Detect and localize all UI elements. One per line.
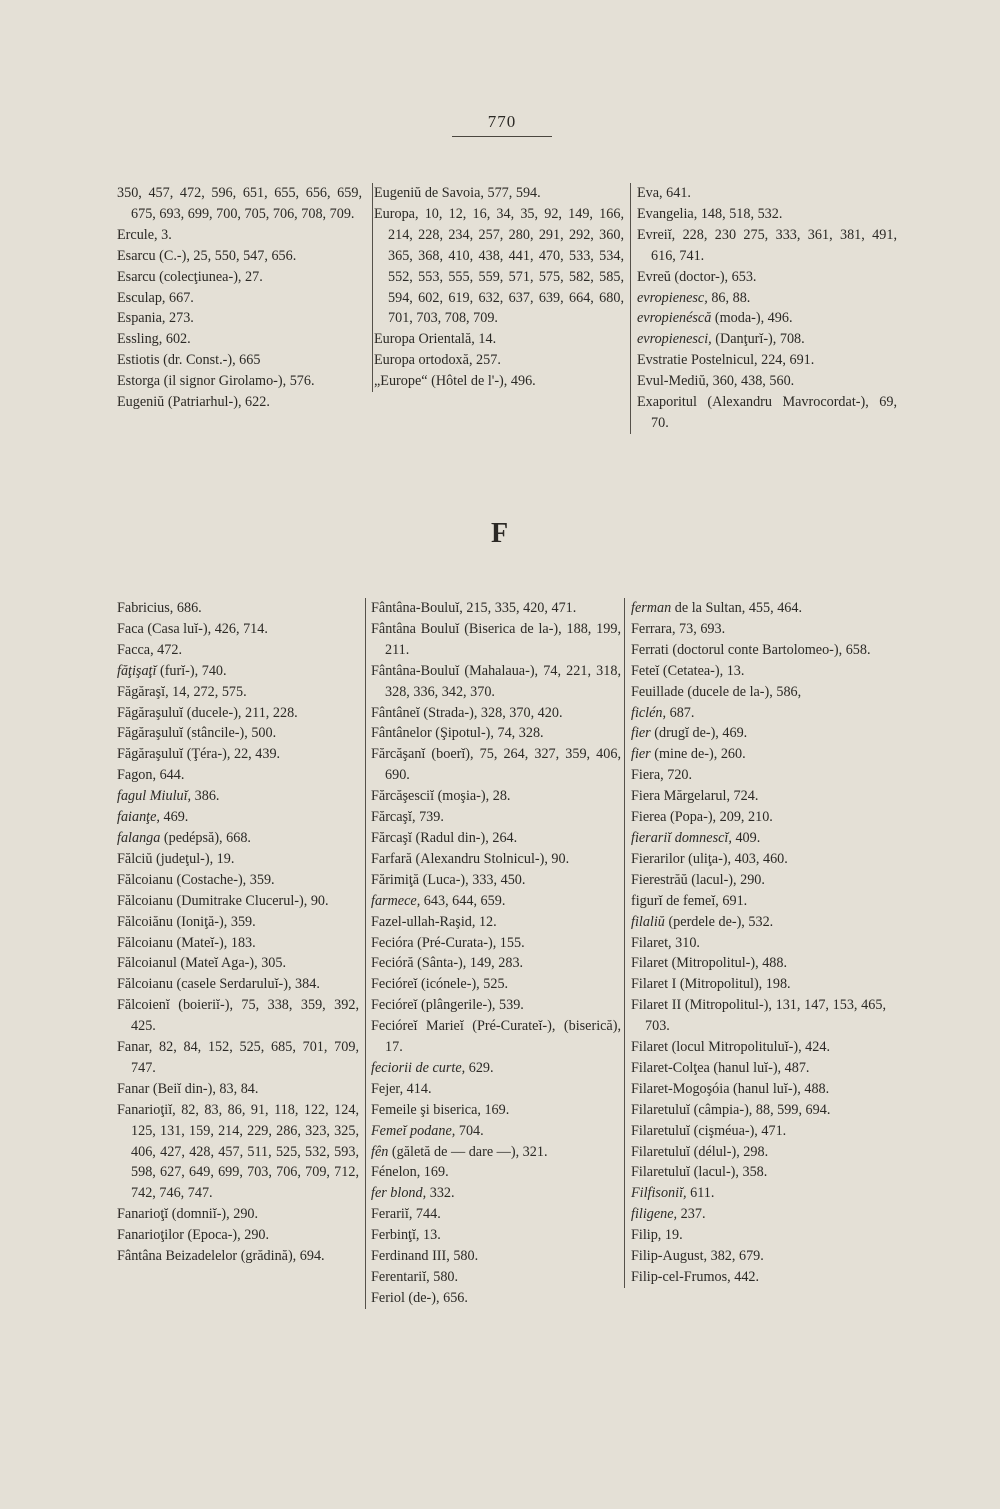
index-entry bbox=[117, 246, 362, 267]
index-entry-text: Ferrara, 73, 693. bbox=[631, 620, 726, 637]
index-entry bbox=[637, 267, 897, 288]
index-entry bbox=[117, 723, 359, 744]
index-entry bbox=[631, 1058, 886, 1079]
index-entry bbox=[631, 912, 886, 933]
index-entry-text: Eugeniŭ de Savoia, 577, 594. bbox=[374, 185, 541, 201]
index-entry-text: Esarcu (colecţiunea-), 27. bbox=[117, 268, 263, 285]
index-entry-text: Fărimiţă (Luca-), 333, 450. bbox=[371, 871, 526, 888]
index-entry-term: Filfisoniĭ, bbox=[631, 1185, 687, 1202]
index-entry-text: (furĭ-), 740. bbox=[156, 662, 227, 679]
index-entry bbox=[631, 1100, 886, 1121]
index-entry bbox=[637, 225, 897, 267]
index-entry bbox=[631, 703, 886, 724]
index-entry bbox=[117, 703, 359, 724]
index-entry-text: Filaret II (Mitropolitul-), 131, 147, 153, 465, 703. bbox=[631, 997, 886, 1035]
index-entry bbox=[117, 1079, 359, 1100]
index-entry bbox=[631, 1183, 886, 1204]
index-entry bbox=[117, 661, 359, 682]
index-entry bbox=[637, 288, 897, 309]
index-entry bbox=[637, 329, 897, 350]
index-entry-text: Fălcoienĭ (boieriĭ-), 75, 338, 359, 392, 425. bbox=[117, 997, 359, 1035]
index-entry-text: Fénelon, 169. bbox=[371, 1164, 449, 1181]
index-entry bbox=[371, 1246, 621, 1267]
index-entry bbox=[371, 1225, 621, 1246]
index-entry bbox=[117, 974, 359, 995]
index-entry bbox=[117, 995, 359, 1037]
index-entry-text: Evul-Mediŭ, 360, 438, 560. bbox=[637, 373, 795, 390]
index-entry bbox=[371, 723, 621, 744]
index-entry bbox=[631, 891, 886, 912]
index-entry bbox=[631, 1121, 886, 1142]
index-entry bbox=[371, 1267, 621, 1288]
index-entry bbox=[371, 995, 621, 1016]
top-index-column-2 bbox=[372, 183, 624, 392]
index-entry-text: Fanarioţĭ (domniĭ-), 290. bbox=[117, 1206, 259, 1223]
index-entry-text: Ferariĭ, 744. bbox=[371, 1206, 441, 1223]
index-entry-text: Fărcăşesciĭ (moşia-), 28. bbox=[371, 788, 511, 805]
index-entry-text: Făgăraşuluĭ (Ţéra-), 22, 439. bbox=[117, 746, 281, 763]
index-entry bbox=[371, 1142, 621, 1163]
index-entry-text: Essling, 602. bbox=[117, 331, 191, 348]
index-entry bbox=[631, 619, 886, 640]
index-entry bbox=[637, 183, 897, 204]
index-entry bbox=[631, 870, 886, 891]
index-entry-text: Feteĭ (Cetatea-), 13. bbox=[631, 662, 745, 679]
index-entry-text: Farfară (Alexandru Stolnicul-), 90. bbox=[371, 850, 570, 867]
index-entry bbox=[371, 933, 621, 954]
index-entry-text: Ferentariĭ, 580. bbox=[371, 1269, 459, 1285]
index-entry bbox=[117, 953, 359, 974]
index-entry bbox=[117, 640, 359, 661]
index-entry-text: Fecióreĭ Marieĭ (Pré-Curateĭ-), (biserică), 17. bbox=[371, 1018, 621, 1056]
index-entry bbox=[371, 1183, 621, 1204]
index-entry-term: fier bbox=[631, 725, 651, 742]
index-entry-text: Fierestrăŭ (lacul-), 290. bbox=[631, 871, 765, 888]
index-entry-text: Evreŭ (doctor-), 653. bbox=[637, 268, 757, 285]
index-entry-text: Filip-August, 382, 679. bbox=[631, 1248, 764, 1265]
index-entry-text: Eva, 641. bbox=[637, 185, 691, 201]
index-entry bbox=[637, 350, 897, 371]
index-entry bbox=[371, 828, 621, 849]
index-entry-text: Fanar (Beiĭ din-), 83, 84. bbox=[117, 1080, 259, 1097]
index-entry-text: Fălcoianu (Dumitrake Clucerul-), 90. bbox=[117, 892, 329, 909]
index-entry bbox=[117, 392, 362, 413]
index-entry-text: Esarcu (C.-), 25, 550, 547, 656. bbox=[117, 247, 297, 264]
index-entry bbox=[631, 1079, 886, 1100]
index-entry bbox=[117, 350, 362, 371]
index-entry bbox=[631, 786, 886, 807]
index-entry bbox=[117, 598, 359, 619]
index-entry-text: Ferdinand III, 580. bbox=[371, 1248, 479, 1265]
index-entry-text: Fiera Mărgelarul, 724. bbox=[631, 788, 759, 805]
index-entry-text: Femeile şi biserica, 169. bbox=[371, 1101, 510, 1118]
index-entry-text: Fălcoianu (Mateĭ-), 183. bbox=[117, 934, 256, 951]
index-entry bbox=[117, 1204, 359, 1225]
index-entry-term: evropienesc, bbox=[637, 289, 708, 306]
index-entry-text: Espania, 273. bbox=[117, 310, 194, 327]
index-entry bbox=[637, 204, 897, 225]
index-entry-text: Eugeniŭ (Patriarhul-), 622. bbox=[117, 394, 270, 411]
index-entry bbox=[117, 786, 359, 807]
index-entry-text: Fălcoianu (casele Serdaruluĭ-), 384. bbox=[117, 976, 320, 993]
index-entry bbox=[631, 974, 886, 995]
index-entry bbox=[117, 744, 359, 765]
index-entry-term: ficlén, bbox=[631, 704, 667, 721]
index-entry bbox=[631, 723, 886, 744]
index-entry-text: Faca (Casa luĭ-), 426, 714. bbox=[117, 620, 268, 637]
index-entry bbox=[371, 744, 621, 786]
index-entry bbox=[631, 682, 886, 703]
index-entry bbox=[371, 703, 621, 724]
index-entry bbox=[117, 682, 359, 703]
index-entry-text: Filaretuluĭ (lacul-), 358. bbox=[631, 1164, 768, 1181]
index-entry-text: Facca, 472. bbox=[117, 641, 183, 658]
index-entry-text: 386. bbox=[191, 788, 220, 805]
index-entry-text: Evstratie Postelnicul, 224, 691. bbox=[637, 352, 815, 369]
index-entry-text: „Europe“ (Hôtel de l'-), 496. bbox=[374, 373, 536, 390]
section-letter: F bbox=[490, 518, 510, 549]
index-entry-text: (perdele de-), 532. bbox=[664, 913, 774, 930]
index-entry bbox=[631, 1142, 886, 1163]
index-entry bbox=[637, 392, 897, 434]
index-entry-term: evropienesci, bbox=[637, 331, 712, 348]
index-entry bbox=[117, 371, 362, 392]
index-entry bbox=[117, 183, 362, 225]
index-entry-text: Filaret-Mogoşóia (hanul luĭ-), 488. bbox=[631, 1080, 830, 1097]
index-entry bbox=[117, 828, 359, 849]
index-entry-text: Fabricius, 686. bbox=[117, 600, 202, 616]
index-entry bbox=[117, 308, 362, 329]
index-entry-text: Făgăraşĭ, 14, 272, 575. bbox=[117, 683, 247, 700]
index-entry-text: Filaretuluĭ (câmpia-), 88, 599, 694. bbox=[631, 1101, 831, 1118]
index-entry-text: Fecióra (Pré-Curata-), 155. bbox=[371, 934, 525, 951]
index-entry-text: Filaret (Mitropolitul-), 488. bbox=[631, 955, 788, 972]
index-entry-text: Fălcoianu (Costache-), 359. bbox=[117, 871, 275, 888]
index-entry bbox=[117, 1037, 359, 1079]
bottom-index-column-3 bbox=[624, 598, 886, 1288]
index-entry-text: Filip-cel-Frumos, 442. bbox=[631, 1269, 760, 1285]
index-entry bbox=[631, 1267, 886, 1288]
index-entry bbox=[631, 933, 886, 954]
index-entry bbox=[371, 912, 621, 933]
index-entry-text: Ferbinţĭ, 13. bbox=[371, 1227, 441, 1244]
index-entry-text: Făgăraşuluĭ (stâncile-), 500. bbox=[117, 725, 277, 742]
index-entry-text: Filaretuluĭ (cişméua-), 471. bbox=[631, 1122, 787, 1139]
index-entry-text: Exaporitul (Alexandru Mavrocordat-), 69, 70. bbox=[637, 394, 897, 431]
index-entry bbox=[637, 308, 897, 329]
index-entry-term: ferman bbox=[631, 600, 672, 616]
index-entry bbox=[631, 828, 886, 849]
index-entry bbox=[374, 371, 624, 392]
index-entry bbox=[631, 953, 886, 974]
index-entry-text: Fagon, 644. bbox=[117, 767, 185, 784]
index-entry bbox=[117, 288, 362, 309]
index-entry-text: Fiera, 720. bbox=[631, 767, 693, 784]
index-entry-text: Fărcăşanĭ (boerĭ), 75, 264, 327, 359, 406, 690. bbox=[371, 746, 621, 784]
index-entry-text: Europa ortodoxă, 257. bbox=[374, 352, 501, 369]
index-entry-text: Feriol (de-), 656. bbox=[371, 1289, 468, 1306]
index-entry-text: Feuillade (ducele de la-), 586, bbox=[631, 683, 802, 700]
index-entry bbox=[117, 933, 359, 954]
index-entry-text: 469. bbox=[159, 809, 189, 826]
index-entry bbox=[631, 849, 886, 870]
index-entry bbox=[631, 995, 886, 1037]
index-entry-text: Fecióreĭ (icónele-), 525. bbox=[371, 976, 509, 993]
index-entry bbox=[371, 1162, 621, 1183]
index-entry bbox=[631, 807, 886, 828]
index-entry-text: (moda-), 496. bbox=[711, 310, 793, 327]
index-entry bbox=[371, 786, 621, 807]
index-entry-term: farmece, bbox=[371, 892, 421, 909]
index-entry bbox=[371, 598, 621, 619]
index-entry-text: Fanarioţilor (Epoca-), 290. bbox=[117, 1227, 270, 1244]
index-entry bbox=[631, 1204, 886, 1225]
index-entry-text: 332. bbox=[426, 1185, 455, 1202]
index-entry bbox=[371, 1100, 621, 1121]
index-entry-text: Evreiĭ, 228, 230 275, 333, 361, 381, 491, 616, 741. bbox=[637, 226, 897, 264]
index-entry bbox=[371, 1204, 621, 1225]
index-entry bbox=[631, 598, 886, 619]
index-entry bbox=[117, 912, 359, 933]
top-index-column-1 bbox=[117, 183, 362, 413]
index-entry-text: Filaret, 310. bbox=[631, 934, 700, 951]
index-entry-text: 687. bbox=[666, 704, 695, 721]
index-entry bbox=[371, 1121, 621, 1142]
index-entry-text: Europa, 10, 12, 16, 34, 35, 92, 149, 166, 214, 228, 234, 257, 280, 291, 292, 360, 365, 368, 410, 438, 441, 470, 533, 534, 552, 553, 555, 559, 571, 575, 582, 585, 594, 602, 619, 632, 637, 639, 664, 680, 701, 703, 708, 709. bbox=[374, 205, 624, 327]
index-entry-text: (pedépsă), 668. bbox=[160, 829, 251, 846]
index-entry-text: Filaret-Colţea (hanul luĭ-), 487. bbox=[631, 1059, 810, 1076]
index-entry-text: 643, 644, 659. bbox=[420, 892, 506, 909]
index-entry-text: Fanar, 82, 84, 152, 525, 685, 701, 709, 747. bbox=[117, 1039, 359, 1076]
index-entry-text: Fierarilor (uliţa-), 403, 460. bbox=[631, 850, 788, 867]
index-entry-text: 611. bbox=[686, 1185, 715, 1202]
index-entry-text: Fecióreĭ (plângerile-), 539. bbox=[371, 997, 524, 1014]
index-entry-text: 86, 88. bbox=[707, 289, 751, 306]
index-entry-text: 704. bbox=[455, 1122, 484, 1139]
index-entry-text: Evangelia, 148, 518, 532. bbox=[637, 205, 783, 222]
index-entry-text: Fălcoiănu (Ioniţă-), 359. bbox=[117, 913, 256, 930]
index-entry-text: (Danţurĭ-), 708. bbox=[711, 331, 805, 348]
index-entry bbox=[371, 1288, 621, 1309]
index-entry-text: Fântâna-Bouluĭ (Mahalaua-), 74, 221, 318, 328, 336, 342, 370. bbox=[371, 662, 621, 700]
index-entry-text: de la Sultan, 455, 464. bbox=[671, 600, 803, 616]
index-entry-text: Filip, 19. bbox=[631, 1227, 683, 1244]
index-entry bbox=[371, 661, 621, 703]
index-entry-text: Ercule, 3. bbox=[117, 226, 172, 243]
index-entry bbox=[117, 1225, 359, 1246]
index-entry bbox=[631, 1225, 886, 1246]
index-entry bbox=[371, 849, 621, 870]
index-entry-text: 350, 457, 472, 596, 651, 655, 656, 659, 675, 693, 699, 700, 705, 706, 708, 709. bbox=[117, 185, 362, 222]
index-entry bbox=[631, 1246, 886, 1267]
index-entry-text: Fejer, 414. bbox=[371, 1080, 432, 1097]
index-entry bbox=[371, 974, 621, 995]
index-entry bbox=[631, 765, 886, 786]
index-entry-term: fer blond, bbox=[371, 1185, 427, 1202]
index-entry bbox=[631, 1037, 886, 1058]
index-entry-text: Filaretuluĭ (délul-), 298. bbox=[631, 1143, 769, 1160]
top-index-column-3 bbox=[630, 183, 897, 434]
index-entry bbox=[117, 765, 359, 786]
index-entry-text: Estorga (il signor Girolamo-), 576. bbox=[117, 373, 315, 390]
index-entry bbox=[371, 1016, 621, 1058]
index-entry-text: Fântâna Bouluĭ (Biserica de la-), 188, 199, 211. bbox=[371, 620, 621, 658]
index-entry-text: Fălciŭ (judeţul-), 19. bbox=[117, 850, 235, 867]
index-entry bbox=[637, 371, 897, 392]
index-entry bbox=[117, 807, 359, 828]
index-entry bbox=[631, 744, 886, 765]
index-entry bbox=[371, 953, 621, 974]
index-entry-text: Fazel-ullah-Raşid, 12. bbox=[371, 913, 497, 930]
index-entry-term: Femeĭ podane, bbox=[371, 1122, 456, 1139]
index-entry-term: falanga bbox=[117, 829, 161, 846]
index-entry bbox=[631, 640, 886, 661]
index-entry bbox=[117, 870, 359, 891]
index-entry-term: filigene, bbox=[631, 1206, 678, 1223]
index-entry-text: figurĭ de femeĭ, 691. bbox=[631, 892, 748, 909]
index-entry bbox=[371, 619, 621, 661]
index-entry bbox=[117, 1246, 359, 1267]
index-entry-text: Europa Orientală, 14. bbox=[374, 331, 497, 348]
index-entry-text: 409. bbox=[731, 829, 761, 846]
index-entry-text: Fântâna-Bouluĭ, 215, 335, 420, 471. bbox=[371, 600, 577, 616]
bottom-index-column-2 bbox=[365, 598, 621, 1309]
index-entry-text: Fântâna Beizadelelor (grădină), 694. bbox=[117, 1248, 325, 1265]
index-entry-term: filaliŭ bbox=[631, 913, 665, 930]
index-entry-text: Fărcaşĭ (Radul din-), 264. bbox=[371, 829, 518, 846]
index-entry bbox=[371, 1058, 621, 1079]
index-entry bbox=[117, 225, 362, 246]
index-entry-text: Filaret (loсul Mitropolituluĭ-), 424. bbox=[631, 1039, 830, 1056]
index-entry-text: 629. bbox=[465, 1059, 494, 1076]
index-entry bbox=[371, 870, 621, 891]
index-entry bbox=[374, 350, 624, 371]
bottom-index-column-1 bbox=[117, 598, 359, 1267]
index-entry bbox=[371, 1079, 621, 1100]
index-entry-text: (mine de-), 260. bbox=[650, 746, 746, 763]
index-entry-term: fên bbox=[371, 1143, 389, 1160]
page-number: 770 bbox=[487, 112, 517, 131]
index-entry bbox=[374, 183, 624, 204]
index-entry-text: Fântâneĭ (Strada-), 328, 370, 420. bbox=[371, 704, 563, 721]
index-entry bbox=[631, 661, 886, 682]
index-entry-term: făţişaţĭ bbox=[117, 662, 157, 679]
index-entry-text: Fecióră (Sânta-), 149, 283. bbox=[371, 955, 524, 972]
index-entry-text: (găletă de — dare —), 321. bbox=[388, 1143, 548, 1160]
index-entry-text: Filaret I (Mitropolitul), 198. bbox=[631, 976, 791, 993]
index-entry-text: (drugĭ de-), 469. bbox=[650, 725, 748, 742]
index-entry-term: feciorii de curte, bbox=[371, 1059, 466, 1076]
page-number-rule bbox=[452, 136, 552, 137]
index-entry-text: Ferrati (doctorul conte Bartolomeo-), 658. bbox=[631, 641, 871, 658]
index-entry-text: Fanarioţiĭ, 82, 83, 86, 91, 118, 122, 124, 125, 131, 159, 214, 229, 286, 323, 325, 406, 427, 428, 457, 511, 525, 532, 593, 598, 627, 649, 699, 703, 706, 709, 712, 742, 746, 747. bbox=[117, 1101, 359, 1202]
index-entry-text: Fălcoianul (Mateĭ Aga-), 305. bbox=[117, 955, 287, 972]
index-entry bbox=[117, 329, 362, 350]
index-entry-text: Fântânelor (Şipotul-), 74, 328. bbox=[371, 725, 544, 742]
index-entry bbox=[117, 849, 359, 870]
index-entry bbox=[371, 891, 621, 912]
index-entry bbox=[117, 619, 359, 640]
index-entry bbox=[374, 204, 624, 329]
index-entry-text: Fierea (Popa-), 209, 210. bbox=[631, 809, 773, 826]
index-entry-term: evropienéscă bbox=[637, 310, 712, 327]
index-entry bbox=[374, 329, 624, 350]
index-entry bbox=[371, 807, 621, 828]
index-entry bbox=[631, 1162, 886, 1183]
index-entry-text: Făgăraşuluĭ (ducele-), 211, 228. bbox=[117, 704, 298, 721]
index-entry bbox=[117, 267, 362, 288]
index-entry-text: Estiotis (dr. Const.-), 665 bbox=[117, 352, 261, 369]
index-entry-term: faianţe, bbox=[117, 809, 160, 826]
index-entry-term: fierariĭ domnescĭ, bbox=[631, 829, 732, 846]
index-entry-term: fier bbox=[631, 746, 651, 763]
index-entry-text: 237. bbox=[677, 1206, 706, 1223]
index-entry-term: fagul Miuluĭ, bbox=[117, 788, 192, 805]
index-entry bbox=[117, 1100, 359, 1205]
index-entry bbox=[117, 891, 359, 912]
index-entry-text: Esculap, 667. bbox=[117, 289, 194, 306]
index-entry-text: Fărcaşĭ, 739. bbox=[371, 809, 444, 826]
